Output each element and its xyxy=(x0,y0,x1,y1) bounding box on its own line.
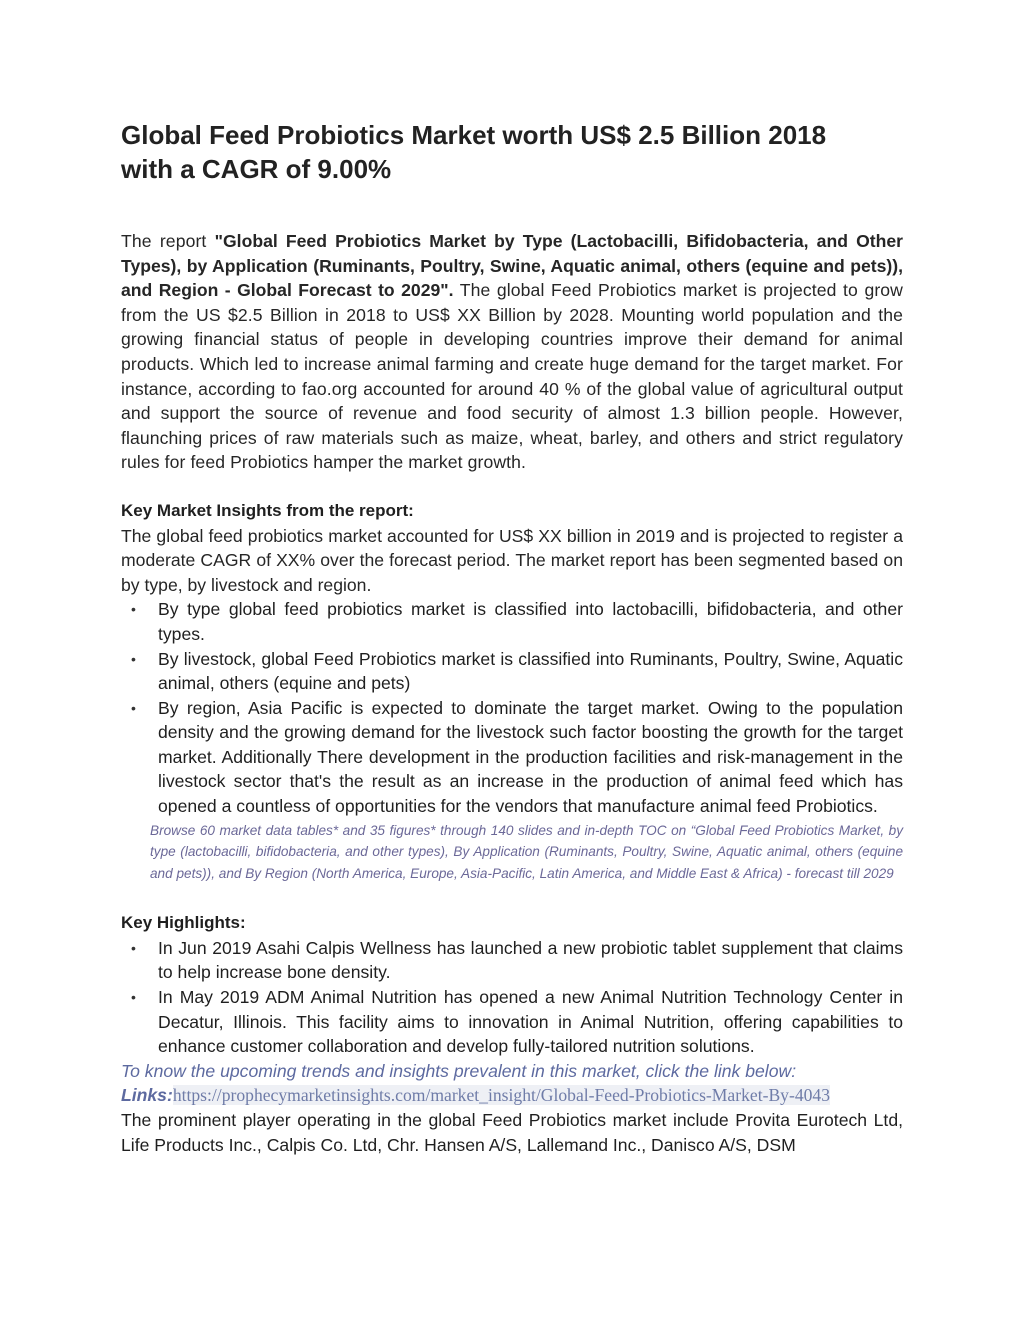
bullet-text: In Jun 2019 Asahi Calpis Wellness has launched a new probiotic tablet supplement that claims to help increase bone density. xyxy=(158,937,903,983)
insights-paragraph: The global feed probiotics market accounted for US$ XX billion in 2019 and is projected to register a moderate CAGR of XX% over the forecast period. The market report has been segmented based on by type, by livestock and region. xyxy=(121,525,903,595)
highlights-heading: Key Highlights: xyxy=(121,913,246,933)
bullet-text: By type global feed probiotics market is classified into lactobacilli, bifidobacteria, and other types. xyxy=(158,599,903,644)
title-line-1: Global Feed Probiotics Market worth US$ 2.5 Billion 2018 xyxy=(121,120,827,150)
bullet-icon: • xyxy=(131,988,136,1005)
links-row xyxy=(121,1083,903,1108)
list-item xyxy=(121,936,903,985)
bullet-text: In May 2019 ADM Animal Nutrition has opened a new Animal Nutrition Technology Center in Decatur, Illinois. This facility aims to innovation in Animal Nutrition, offering capabilities to enhance customer collaboration and develop fully-tailored nutrition solutions. xyxy=(158,986,903,1057)
list-item xyxy=(121,985,903,1059)
browse-note: Browse 60 market data tables* and 35 figures* through 140 slides and in-depth TOC on “Global Feed Probiotics Market, by type (lactobacilli, bifidobacteria, and other types), By Application (Ruminants, Poultry, Swine, Aquatic animal, others (equine and pets)), and By Region (North America, Europe, Asia-Pacific, Latin America, and Middle East & Africa) - forecast till 2029 xyxy=(150,822,903,881)
insights-bullet-list xyxy=(121,597,903,818)
closing-paragraph: The prominent player operating in the global Feed Probiotics market include Provita Eurotech Ltd, Life Products Inc., Calpis Co. Ltd, Chr. Hansen A/S, Lallemand Inc., Danisco A/S, DSM xyxy=(121,1109,903,1155)
title-line-2: with a CAGR of 9.00% xyxy=(121,154,392,184)
intro-paragraph xyxy=(121,229,903,475)
intro-lead: The report xyxy=(121,231,215,251)
bullet-text: By region, Asia Pacific is expected to dominate the target market. Owing to the population density and the growing demand for the livestock such factor boosting the growth for the target market. Additionally There development in the production facilities and risk-management in the livestock sector that's the result as an increase in the production of animal feed which has opened a countless of opportunities for the vendors that manufacture animal feed Probiotics. xyxy=(158,697,903,817)
list-item xyxy=(121,647,903,696)
document-page xyxy=(121,118,903,1157)
bullet-icon: • xyxy=(131,939,136,956)
intro-body: The global Feed Probiotics market is projected to grow from the US $2.5 Billion in 2018 to US$ XX Billion by 2028. Mounting world population and the growing financial status of people in developing countries improve their demand for animal products. Which led to increase animal farming and create huge demand for the target market. For instance, according to fao.org accounted for around 40 % of the global value of agricultural output and support the source of revenue and food security of almost 1.3 billion people. However, flaunching prices of raw materials such as maize, wheat, barley, and others and strict regulatory rules for feed Probiotics hamper the market growth. xyxy=(121,280,903,473)
report-name: "Global Feed Probiotics Market by Type (Lactobacilli, Bifidobacteria, and Other Types), by Application (Ruminants, Poultry, Swine, Aquatic animal, others (equine and pets)), and Region - Global Forecast to 2029". xyxy=(121,231,903,301)
bullet-icon: • xyxy=(131,699,136,716)
list-item xyxy=(121,696,903,819)
bullet-icon: • xyxy=(131,650,136,667)
insights-heading: Key Market Insights from the report: xyxy=(121,500,414,520)
cta-text: To know the upcoming trends and insights prevalent in this market, click the link below: xyxy=(121,1060,797,1081)
bullet-icon: • xyxy=(131,601,136,618)
links-label: Links: xyxy=(121,1085,173,1106)
market-insight-link[interactable]: https://prophecymarketinsights.com/market_insight/Global-Feed-Probiotics-Market-By-4043 xyxy=(172,1085,831,1106)
highlights-bullet-list xyxy=(121,936,903,1059)
document-title xyxy=(121,118,903,186)
bullet-text: By livestock, global Feed Probiotics market is classified into Ruminants, Poultry, Swine, Aquatic animal, others (equine and pets) xyxy=(158,648,903,694)
list-item xyxy=(121,597,903,646)
